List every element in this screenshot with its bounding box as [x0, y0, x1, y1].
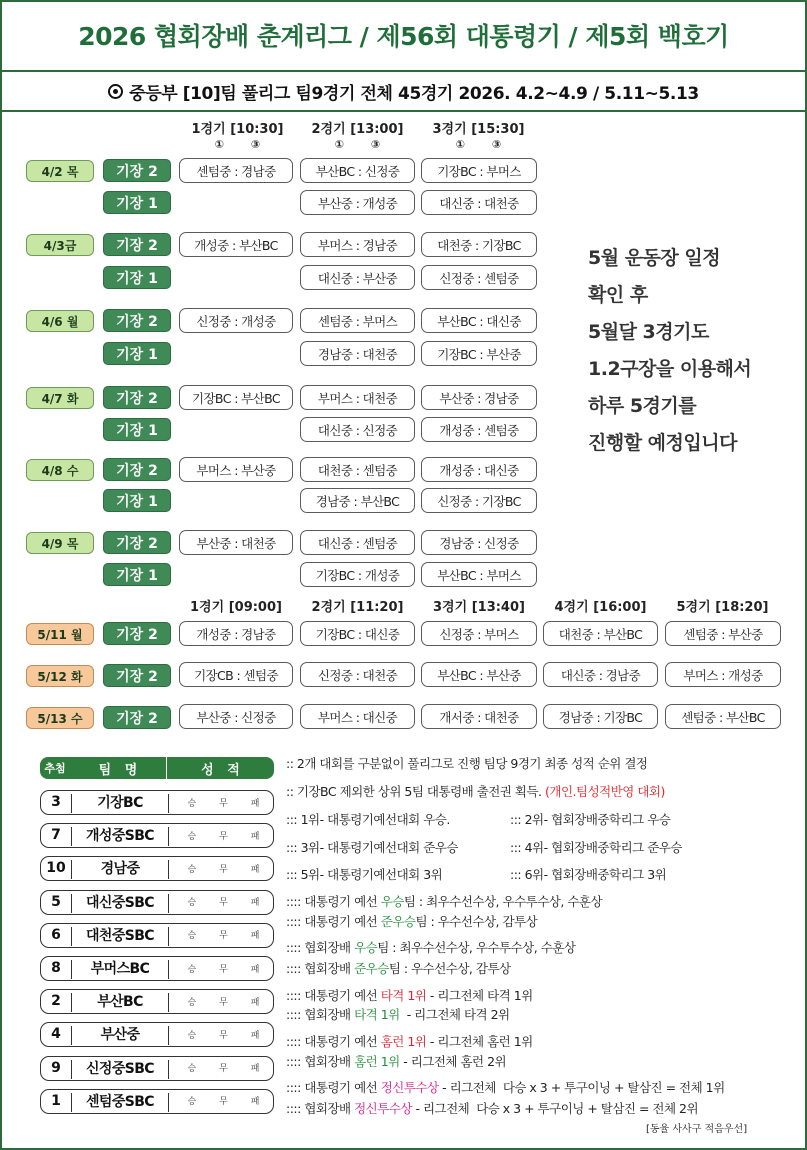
- row-divider: [168, 993, 169, 1012]
- row-divider: [168, 1093, 169, 1112]
- record-label: 무: [219, 931, 228, 942]
- team-name: 대천중SBC: [85, 927, 154, 944]
- division-summary: [0, 72, 807, 112]
- bullet-circle-icon: [108, 84, 123, 99]
- record-label: 패: [250, 964, 260, 975]
- info-text: 팀 : 최우수선수상, 우수투수상, 수훈상: [403, 894, 603, 909]
- may-game-4-header: 4경기 [16:00]: [554, 600, 647, 615]
- record-label: 패: [250, 831, 260, 842]
- date-badge: 5/12 화: [26, 665, 94, 687]
- record-label: 승: [187, 831, 197, 842]
- info-text: :::: 협회장배: [286, 940, 355, 955]
- info-line: ::: 2위- 협회장배중학리그 우승: [510, 812, 671, 827]
- team-name: 신정중SBC: [85, 1060, 154, 1077]
- match-cell: 부산BC : 신정중: [300, 158, 415, 183]
- standings-row: [40, 790, 274, 815]
- standings-row: [40, 1089, 274, 1114]
- date-badge: 4/8 수: [26, 459, 94, 481]
- date-badge: 4/3금: [26, 234, 94, 256]
- info-text: - 리그전체 타격 1위: [426, 988, 533, 1003]
- info-text: - 리그전체 타격 2위: [399, 1007, 510, 1022]
- match-cell: 기장CB : 센텀중: [179, 662, 293, 687]
- match-cell: 개성중 : 대신중: [421, 457, 537, 482]
- team-name: 개성중SBC: [85, 828, 154, 845]
- info-line: [286, 986, 533, 1004]
- info-line: [286, 959, 511, 977]
- date-badge: 4/2 목: [26, 160, 94, 182]
- record-label: 승: [187, 898, 197, 909]
- match-cell: 부산중 : 대천중: [179, 530, 293, 555]
- info-text: :::: 협회장배: [286, 961, 355, 976]
- info-text: :::: 협회장배: [286, 1101, 355, 1116]
- game-time-label: 1경기 [10:30]: [191, 122, 284, 137]
- info-line: [286, 1099, 698, 1117]
- match-cell: 부산BC : 부산중: [421, 662, 537, 687]
- standings-row: [40, 1022, 274, 1047]
- match-cell: 부머스 : 부산중: [179, 457, 293, 482]
- info-line: ::: 3위- 대통령기예선대회 준우승: [286, 840, 458, 855]
- match-cell: 기장BC : 개성중: [300, 562, 415, 587]
- team-record: [176, 857, 271, 879]
- match-cell: 대천중 : 부산BC: [543, 621, 658, 646]
- record-label: 무: [219, 1064, 228, 1075]
- match-cell: 부머스 : 개성중: [665, 662, 781, 687]
- team-name: 센텀중SBC: [85, 1093, 154, 1110]
- row-divider: [168, 894, 169, 913]
- venue-badge: 기장 2: [103, 664, 171, 687]
- info-highlight: 타격 1위: [380, 988, 427, 1003]
- team-seed: 6: [51, 926, 61, 943]
- team-seed: 5: [51, 893, 61, 910]
- match-cell: 대신중 : 대천중: [421, 190, 537, 215]
- info-text: :::: 협회장배: [286, 1054, 355, 1069]
- standings-row: [40, 1056, 274, 1081]
- april-game-3-header: [421, 122, 536, 152]
- match-cell: 부머스 : 경남중: [300, 232, 415, 257]
- record-label: 무: [219, 997, 228, 1008]
- record-label: 패: [250, 931, 260, 942]
- match-cell: 개서중 : 대천중: [421, 704, 537, 729]
- info-line: ::: 6위- 협회장배중학리그 3위: [510, 867, 667, 882]
- team-seed: 7: [51, 827, 61, 844]
- date-badge: 4/9 목: [26, 532, 94, 554]
- team-record: [176, 957, 271, 979]
- row-divider: [168, 1060, 169, 1079]
- venue-badge: 기장 2: [103, 309, 171, 332]
- info-text: :::: 대통령기 예선: [286, 894, 381, 909]
- record-label: 승: [187, 931, 197, 942]
- standings-header-record: 성 적: [167, 757, 274, 779]
- team-seed: 9: [51, 1059, 61, 1076]
- side-note-line: 5월 운동장 일정: [588, 247, 721, 269]
- match-cell: 부머스 : 대신중: [300, 704, 415, 729]
- team-name: 부산중: [100, 1027, 140, 1044]
- match-cell: 신정중 : 부머스: [421, 621, 537, 646]
- match-cell: 센텀중 : 부산중: [665, 621, 781, 646]
- record-label: 패: [250, 798, 260, 809]
- venue-badge: 기장 1: [103, 489, 171, 512]
- date-badge: 5/11 월: [26, 623, 94, 645]
- info-line: [286, 1005, 510, 1023]
- record-label: 무: [219, 898, 228, 909]
- team-seed: 8: [51, 960, 61, 976]
- venue-badge: 기장 2: [103, 233, 171, 256]
- venue-badge: 기장 1: [103, 563, 171, 586]
- info-text: :: 기장BC 제외한 상위 5팀 대통령배 출전권 획득.: [286, 784, 545, 799]
- info-highlight: 타격 1위: [354, 1007, 400, 1022]
- match-cell: 대천중 : 기장BC: [421, 232, 537, 257]
- info-text: 팀 : 최우수선수상, 우수투수상, 수훈상: [377, 940, 576, 955]
- record-label: 무: [219, 798, 228, 809]
- match-cell: 대신중 : 센텀중: [300, 530, 415, 555]
- standings-row: [40, 856, 274, 881]
- match-cell: 신정중 : 대천중: [300, 662, 415, 687]
- match-cell: 경남중 : 부산BC: [300, 488, 415, 513]
- info-highlight: 우승: [354, 940, 378, 955]
- record-label: 승: [187, 1064, 197, 1075]
- venue-badge: 기장 1: [103, 191, 171, 214]
- match-cell: 기장BC : 부산중: [421, 341, 537, 366]
- info-text: :::: 대통령기 예선: [286, 914, 381, 929]
- side-note-line: 하루 5경기를: [588, 395, 697, 417]
- record-label: 패: [250, 1064, 260, 1075]
- standings-row: [40, 989, 274, 1014]
- info-text: - 리그전체 다승 x 3 + 투구이닝 + 탈삼진 = 전체 1위: [438, 1080, 725, 1095]
- match-cell: 경남중 : 신정중: [421, 530, 537, 555]
- info-text: :::: 대통령기 예선: [286, 1034, 381, 1049]
- standings-header-team: 팀 명: [70, 757, 166, 779]
- record-label: 패: [250, 864, 260, 875]
- record-label: 승: [187, 798, 197, 809]
- match-cell: 개성중 : 경남중: [179, 621, 293, 646]
- match-cell: 개성중 : 부산BC: [179, 232, 293, 257]
- match-cell: 부산중 : 개성중: [300, 190, 415, 215]
- match-cell: 센텀중 : 부산BC: [665, 704, 781, 729]
- may-game-3-header: 3경기 [13:40]: [433, 600, 525, 615]
- info-text: 팀 : 우수선수상, 감투상: [388, 961, 511, 976]
- venue-badge: 기장 2: [103, 706, 171, 729]
- side-note-line: 1.2구장을 이용해서: [588, 358, 752, 380]
- info-line: [286, 892, 602, 910]
- match-cell: 대신중 : 부산중: [300, 265, 415, 290]
- date-badge: 4/6 월: [26, 310, 94, 332]
- record-label: 패: [250, 997, 260, 1008]
- info-highlight: 정신투수상: [354, 1101, 412, 1116]
- court-numbers: ① ③: [334, 138, 381, 151]
- may-game-2-header: 2경기 [11:20]: [311, 600, 404, 615]
- team-seed: 4: [51, 1026, 61, 1043]
- april-game-1-header: [180, 122, 295, 152]
- row-divider: [168, 827, 169, 846]
- venue-badge: 기장 2: [103, 531, 171, 554]
- side-note-line: 진행할 예정입니다: [588, 432, 737, 454]
- team-record: [176, 1023, 271, 1045]
- info-line: ::: 4위- 협회장배중학리그 준우승: [510, 840, 682, 855]
- match-cell: 경남중 : 대천중: [300, 341, 415, 366]
- team-record: [176, 1057, 271, 1079]
- info-text: - 리그전체 홈런 1위: [426, 1034, 533, 1049]
- court-numbers: ① ③: [214, 138, 261, 151]
- row-divider: [168, 927, 169, 946]
- venue-badge: 기장 1: [103, 342, 171, 365]
- match-cell: 기장BC : 부머스: [421, 158, 537, 183]
- team-record: [176, 791, 271, 813]
- match-cell: 대신중 : 경남중: [543, 662, 658, 687]
- standings-row: [40, 890, 274, 915]
- info-highlight: 준우승: [380, 914, 416, 929]
- team-seed: 1: [51, 1092, 61, 1109]
- team-record: [176, 924, 271, 946]
- game-time-label: 2경기 [13:00]: [311, 122, 404, 137]
- may-game-5-header: 5경기 [18:20]: [676, 600, 769, 615]
- standings-row: [40, 956, 274, 981]
- record-label: 패: [250, 1030, 260, 1041]
- info-highlight: 정신투수상: [380, 1080, 439, 1095]
- info-line: [286, 1052, 506, 1070]
- match-cell: 대신중 : 신정중: [300, 417, 415, 442]
- row-divider: [168, 960, 169, 979]
- team-seed: 3: [51, 794, 61, 810]
- record-label: 무: [219, 831, 228, 842]
- team-name: 경남중: [100, 861, 140, 878]
- info-line: :: 2개 대회를 구분없이 풀리그로 진행 팀당 9경기 최종 성적 순위 결정: [286, 756, 648, 771]
- match-cell: 개성중 : 센텀중: [421, 417, 537, 442]
- team-seed: 10: [46, 860, 66, 877]
- match-cell: 센텀중 : 부머스: [300, 308, 415, 333]
- info-highlight: 준우승: [354, 961, 389, 976]
- side-note: [588, 240, 798, 462]
- game-time-label: 3경기 [15:30]: [432, 122, 525, 137]
- record-label: 승: [187, 964, 197, 975]
- row-divider: [168, 794, 169, 813]
- info-line: ::: 5위- 대통령기예선대회 3위: [286, 867, 443, 882]
- row-divider: [168, 860, 169, 879]
- info-text: :::: 대통령기 예선: [286, 1080, 381, 1095]
- team-name: 부머스BC: [90, 961, 150, 977]
- record-label: 승: [187, 864, 197, 875]
- may-game-1-header: 1경기 [09:00]: [190, 600, 282, 615]
- match-cell: 부산중 : 신정중: [179, 704, 293, 729]
- record-label: 승: [187, 997, 197, 1008]
- info-text: - 리그전체 다승 x 3 + 투구이닝 + 탈삼진 = 전체 2위: [411, 1101, 699, 1116]
- standings-header-seed: 추첨: [40, 757, 70, 779]
- standings-row: [40, 923, 274, 948]
- record-label: 패: [250, 898, 260, 909]
- division-summary-text: 중등부 [10]팀 풀리그 팀9경기 전체 45경기 2026. 4.2~4.9 / 5.11~5.13: [129, 83, 699, 104]
- info-text: :::: 협회장배: [286, 1007, 355, 1022]
- match-cell: 센텀중 : 경남중: [179, 158, 293, 183]
- venue-badge: 기장 1: [103, 266, 171, 289]
- info-highlight: 우승: [380, 894, 404, 909]
- match-cell: 기장BC : 부산BC: [179, 385, 293, 410]
- court-numbers: ① ③: [455, 138, 502, 151]
- info-text: - 리그전체 홈런 2위: [399, 1054, 507, 1069]
- venue-badge: 기장 2: [103, 159, 171, 182]
- venue-badge: 기장 1: [103, 418, 171, 441]
- team-name: 대신중SBC: [85, 894, 154, 911]
- record-label: 승: [187, 1030, 197, 1041]
- page-title: 2026 협회장배 춘계리그 / 제56회 대통령기 / 제5회 백호기: [0, 0, 807, 72]
- venue-badge: 기장 2: [103, 386, 171, 409]
- team-record: [176, 1090, 271, 1112]
- side-note-line: 확인 후: [588, 284, 648, 306]
- info-highlight: 홈런 1위: [380, 1034, 427, 1049]
- match-cell: 신정중 : 센텀중: [421, 265, 537, 290]
- record-label: 무: [219, 1097, 228, 1108]
- row-divider: [168, 1026, 169, 1045]
- team-name: 부산BC: [97, 994, 143, 1011]
- info-highlight: 홈런 1위: [354, 1054, 400, 1069]
- team-record: [176, 824, 271, 846]
- team-record: [176, 891, 271, 913]
- match-cell: 기장BC : 대신중: [300, 621, 415, 646]
- team-name: 기장BC: [97, 795, 143, 811]
- info-text: 팀 : 우수선수상, 감투상: [415, 914, 538, 929]
- match-cell: 대천중 : 센텀중: [300, 457, 415, 482]
- match-cell: 부산BC : 대신중: [421, 308, 537, 333]
- record-label: 패: [250, 1097, 260, 1108]
- info-line: [286, 1032, 533, 1050]
- match-cell: 신정중 : 기장BC: [421, 488, 537, 513]
- info-line: ::: 1위- 대통령기예선대회 우승.: [286, 812, 450, 827]
- team-seed: 2: [51, 993, 61, 1010]
- date-badge: 5/13 수: [26, 707, 94, 729]
- match-cell: 부머스 : 대천중: [300, 385, 415, 410]
- date-badge: 4/7 화: [26, 387, 94, 409]
- match-cell: 부산BC : 부머스: [421, 562, 537, 587]
- record-label: 무: [219, 1030, 228, 1041]
- info-line: [286, 938, 575, 956]
- info-highlight: (개인.팀성적반영 대회): [545, 784, 665, 799]
- info-line: [286, 1078, 725, 1096]
- tiebreak-note: [동율 사사구 적음우선]: [646, 1124, 748, 1135]
- info-line: [286, 782, 665, 800]
- info-line: [286, 912, 537, 930]
- side-note-line: 5월달 3경기도: [588, 321, 709, 343]
- venue-badge: 기장 2: [103, 622, 171, 645]
- record-label: 승: [187, 1097, 197, 1108]
- standings-row: [40, 823, 274, 848]
- venue-badge: 기장 2: [103, 458, 171, 481]
- match-cell: 신정중 : 개성중: [179, 308, 293, 333]
- april-game-2-header: [300, 122, 415, 152]
- match-cell: 부산중 : 경남중: [421, 385, 537, 410]
- record-label: 무: [219, 964, 228, 975]
- record-label: 무: [219, 864, 228, 875]
- team-record: [176, 990, 271, 1012]
- info-text: :::: 대통령기 예선: [286, 988, 381, 1003]
- match-cell: 경남중 : 기장BC: [543, 704, 658, 729]
